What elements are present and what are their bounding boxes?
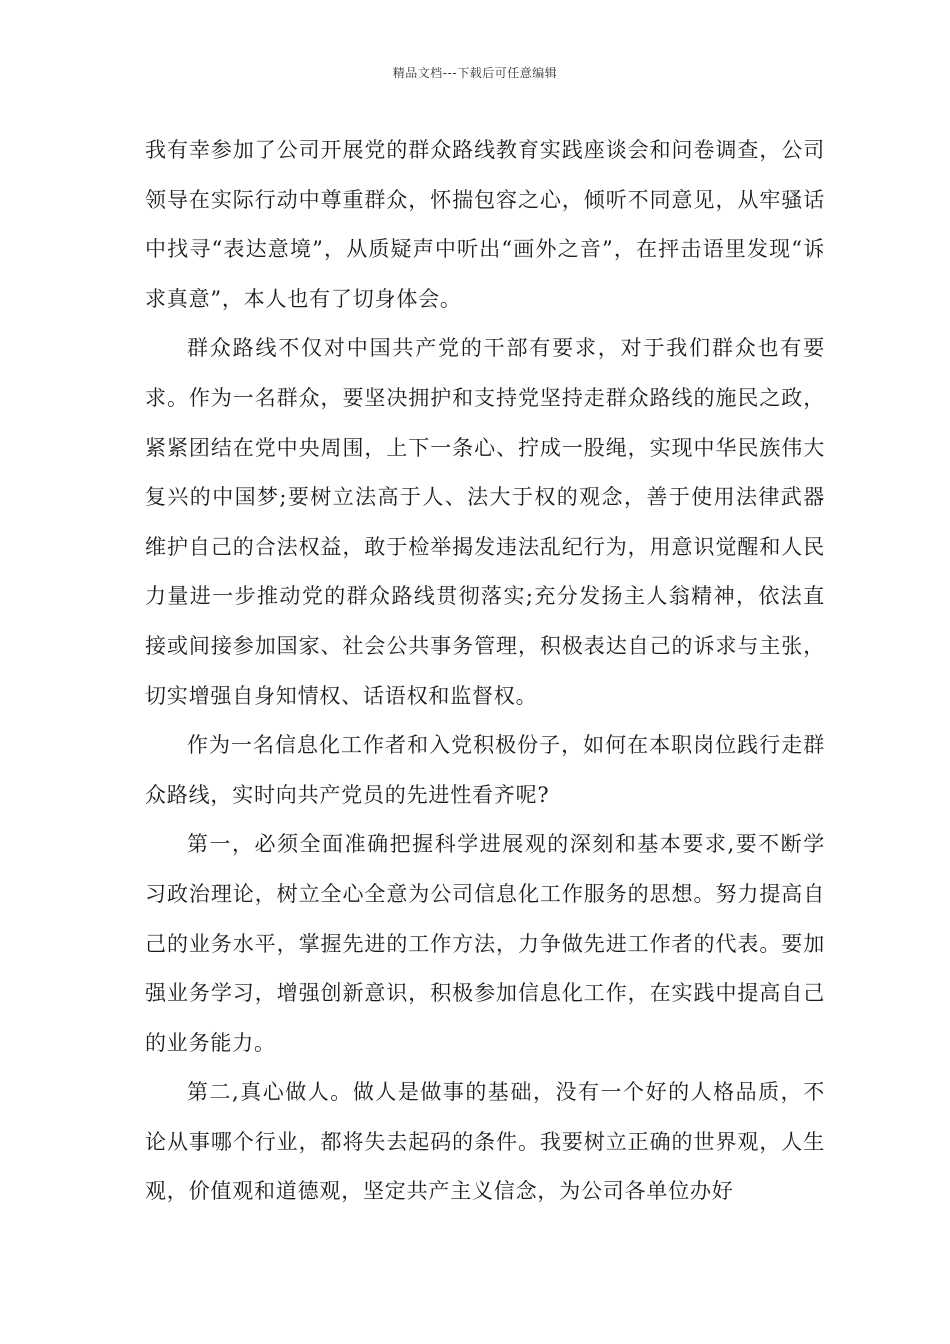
paragraph-3: 作为一名信息化工作者和入党积极份子，如何在本职岗位践行走群众路线，实时向共产党员的先进性看齐呢? [145,733,825,807]
paragraph-2: 群众路线不仅对中国共产党的干部有要求，对于我们群众也有要求。作为一名群众，要坚决拥护和支持党坚持走群众路线的施民之政，紧紧团结在党中央周围，上下一条心、拧成一股绳，实现中华民族伟大复兴的中国梦;要树立法高于人、法大于权的观念，善于使用法律武器维护自己的合法权益，敢于检举揭发违法乱纪行为，用意识觉醒和人民力量进一步推动党的群众路线贯彻落实;充分发扬主人翁精神，依法直接或间接参加国家、社会公共事务管理，积极表达自己的诉求与主张，切实增强自身知情权、话语权和监督权。 [145,336,825,708]
document-body [145,126,825,1217]
paragraph-1: 我有幸参加了公司开展党的群众路线教育实践座谈会和问卷调查，公司领导在实际行动中尊重群众，怀揣包容之心，倾听不同意见，从牢骚话中找寻“表达意境”，从质疑声中听出“画外之音”，在抨击语里发现“诉求真意”，本人也有了切身体会。 [145,138,825,311]
paragraph-4: 第一，必须全面准确把握科学进展观的深刻和基本要求,要不断学习政治理论，树立全心全意为公司信息化工作服务的思想。努力提高自己的业务水平，掌握先进的工作方法，力争做先进工作者的代表。要加强业务学习，增强创新意识，积极参加信息化工作，在实践中提高自己的业务能力。 [145,832,825,1055]
paragraph-5: 第二,真心做人。做人是做事的基础，没有一个好的人格品质，不论从事哪个行业，都将失去起码的条件。我要树立正确的世界观，人生观，价值观和道德观，坚定共产主义信念，为公司各单位办好 [145,1080,825,1204]
page-header: 精品文档---下载后可任意编辑 [392,66,558,80]
